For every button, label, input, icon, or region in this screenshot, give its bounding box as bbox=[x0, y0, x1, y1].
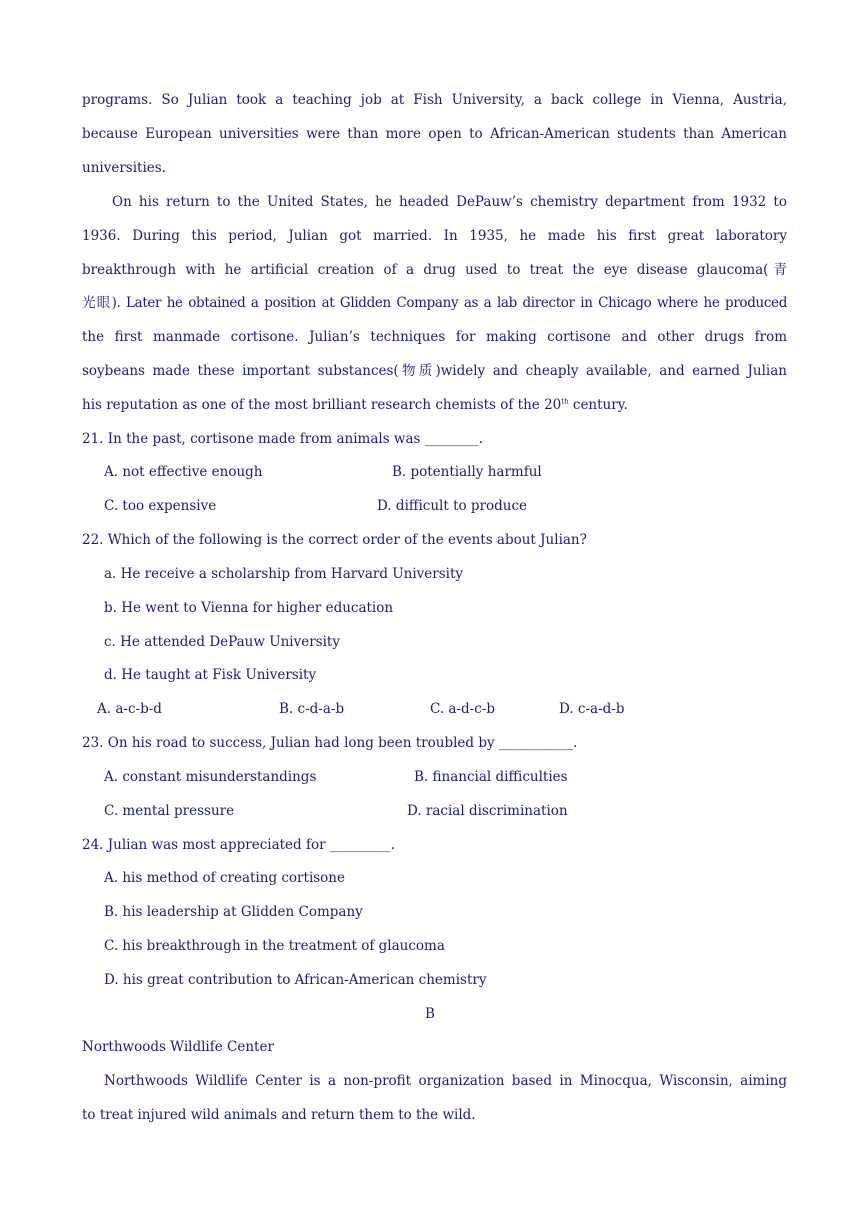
q22-option-b: B. c-d-a-b bbox=[279, 701, 345, 717]
q24-stem: 24. Julian was most appreciated for _________. bbox=[82, 837, 395, 853]
passage-line-6: breakthrough with he artificial creation of a drug used to treat the eye disease glaucoma(青 bbox=[82, 262, 787, 278]
section-b-title: Northwoods Wildlife Center bbox=[82, 1039, 274, 1055]
passage-line-10-end: century. bbox=[568, 397, 628, 413]
passage-line-1: programs. So Julian took a teaching job at Fish University, a back college in Vienna, Austria, bbox=[82, 92, 787, 108]
q22-item-b: b. He went to Vienna for higher education bbox=[104, 600, 394, 616]
passage-line-9: soybeans made these important substances(物质)widely and cheaply available, and earned Julian bbox=[82, 363, 787, 379]
q21-option-a: A. not effective enough bbox=[104, 464, 263, 480]
passage-line-10-text: his reputation as one of the most brilliant research chemists of the 20 bbox=[82, 397, 562, 413]
q23-option-d: D. racial discrimination bbox=[407, 803, 568, 819]
q21-option-c: C. too expensive bbox=[104, 498, 217, 514]
q21-option-d: D. difficult to produce bbox=[377, 498, 528, 514]
section-b-line-2: to treat injured wild animals and return them to the wild. bbox=[82, 1107, 476, 1123]
q23-option-a: A. constant misunderstandings bbox=[104, 769, 317, 785]
passage-line-4: On his return to the United States, he headed DePauw’s chemistry department from 1932 to bbox=[112, 194, 787, 210]
q22-option-a: A. a-c-b-d bbox=[97, 701, 162, 717]
q23-stem: 23. On his road to success, Julian had long been troubled by ___________. bbox=[82, 735, 578, 751]
q22-item-d: d. He taught at Fisk University bbox=[104, 667, 317, 683]
passage-line-3: universities. bbox=[82, 160, 166, 176]
q23-option-c: C. mental pressure bbox=[104, 803, 235, 819]
q24-option-a: A. his method of creating cortisone bbox=[104, 870, 345, 886]
q22-stem: 22. Which of the following is the correct order of the events about Julian? bbox=[82, 532, 587, 548]
q21-stem: 21. In the past, cortisone made from animals was ________. bbox=[82, 431, 484, 447]
q22-item-a: a. He receive a scholarship from Harvard University bbox=[104, 566, 464, 582]
passage-line-5: 1936. During this period, Julian got married. In 1935, he made his first great laboratory bbox=[82, 228, 787, 244]
section-b-letter: B bbox=[425, 1006, 435, 1022]
q22-option-c: C. a-d-c-b bbox=[430, 701, 496, 717]
passage-line-7: 光眼). Later he obtained a position at Glidden Company as a lab director in Chicago where he produced bbox=[82, 295, 787, 311]
q22-item-c: c. He attended DePauw University bbox=[104, 634, 340, 650]
q22-option-d: D. c-a-d-b bbox=[559, 701, 625, 717]
q24-option-c: C. his breakthrough in the treatment of glaucoma bbox=[104, 938, 445, 954]
q24-option-b: B. his leadership at Glidden Company bbox=[104, 904, 363, 920]
q24-option-d: D. his great contribution to African-American chemistry bbox=[104, 972, 487, 988]
superscript-th: th bbox=[561, 397, 569, 406]
section-b-line-1: Northwoods Wildlife Center is a non-profit organization based in Minocqua, Wisconsin, aiming bbox=[104, 1073, 787, 1089]
q21-option-b: B. potentially harmful bbox=[392, 464, 542, 480]
passage-line-8: the first manmade cortisone. Julian’s techniques for making cortisone and other drugs from bbox=[82, 329, 787, 345]
passage-line-10 bbox=[82, 395, 787, 415]
passage-line-2: because European universities were than more open to African-American students than American bbox=[82, 126, 787, 142]
q23-option-b: B. financial difficulties bbox=[414, 769, 568, 785]
